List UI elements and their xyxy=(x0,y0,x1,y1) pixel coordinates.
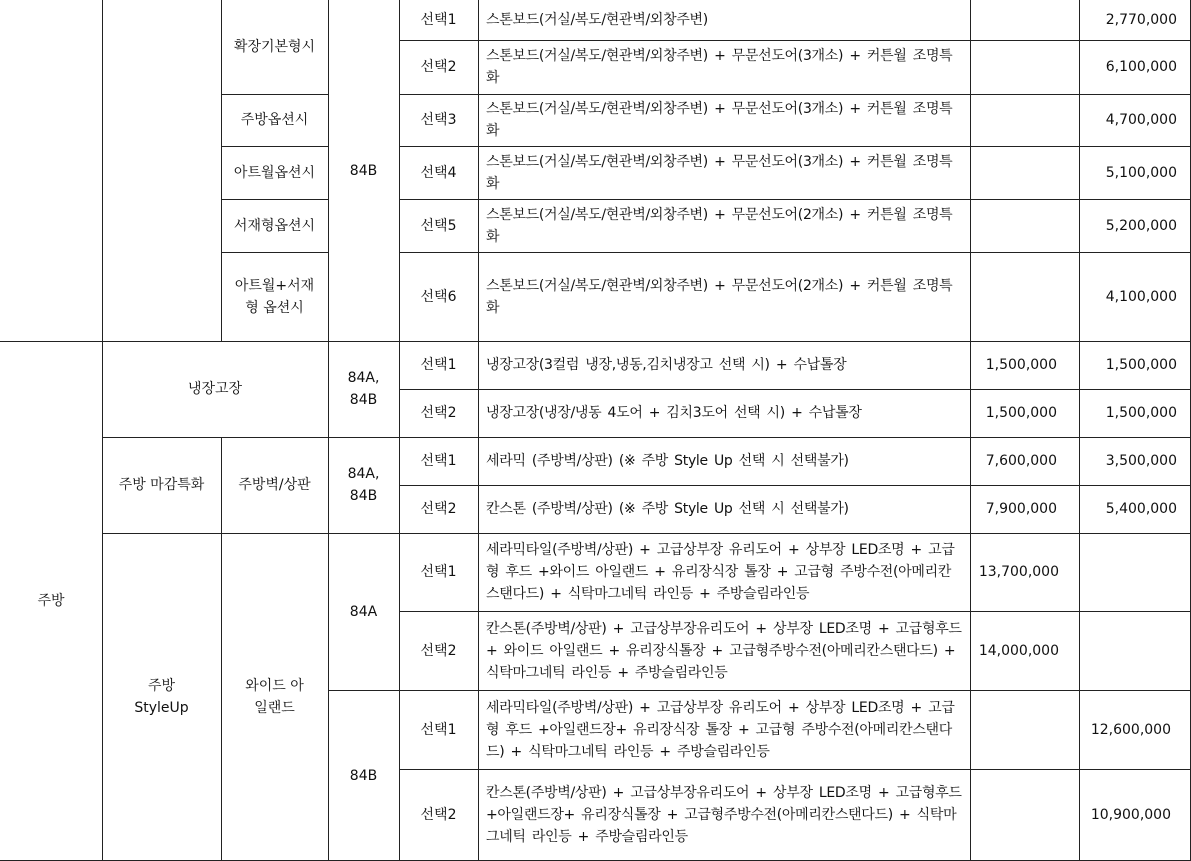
grid-line xyxy=(399,611,1191,612)
grid-line xyxy=(0,341,1191,342)
price-b: 2,770,000 xyxy=(1105,12,1177,28)
grid-line xyxy=(102,437,1191,438)
price-a xyxy=(970,769,1079,861)
option-description: 스톤보드(거실/복도/현관벽/외창주변) + 무문선도어(3개소) + 커튼월 조명특화 xyxy=(486,101,953,139)
option-label: 선택1 xyxy=(420,564,457,580)
option-label: 선택2 xyxy=(420,642,457,659)
option-label: 선택2 xyxy=(420,501,457,517)
price-a xyxy=(970,199,1079,252)
option-description: 스톤보드(거실/복도/현관벽/외창주변) + 무문선도어(2개소) + 커튼월 조명특화 xyxy=(486,277,953,316)
option-description: 스톤보드(거실/복도/현관벽/외창주변) xyxy=(486,12,708,28)
group-label: 확장기본형시 xyxy=(233,39,316,55)
option-label: 선택1 xyxy=(420,12,457,28)
price-b: 5,100,000 xyxy=(1105,164,1177,181)
kitchen-styleup-label: 주방 StyleUp xyxy=(134,678,189,716)
unit-type-label: 84A, 84B xyxy=(347,466,380,504)
option-description: 냉장고장(냉장/냉동 4도어 + 김치3도어 선택 시) + 수납톨장 xyxy=(486,405,862,421)
grid-line xyxy=(970,0,971,861)
price-b xyxy=(1079,533,1191,611)
option-description: 세라믹타일(주방벽/상판) + 고급상부장 유리도어 + 상부장 LED조명 + 고급형 후드 +와이드 아일랜드 + 유리장식장 톨장 + 고급형 주방수전(아메리칸스탠다드) + 식탁마그네틱 라인등 + 주방슬림라인등 xyxy=(486,542,955,602)
price-a: 1,500,000 xyxy=(985,405,1057,421)
group-label: 아트월+서재형 옵션시 xyxy=(234,277,315,316)
grid-line xyxy=(478,0,479,861)
price-a: 1,500,000 xyxy=(985,357,1057,373)
grid-line xyxy=(399,485,1191,486)
group-label: 주방옵션시 xyxy=(240,112,309,128)
option-description: 세라믹 (주방벽/상판) (※ 주방 Style Up 선택 시 선택불가) xyxy=(486,453,849,469)
option-label: 선택1 xyxy=(420,721,457,738)
price-b xyxy=(1079,611,1191,690)
unit-type-label: 84B xyxy=(349,767,378,784)
grid-line xyxy=(399,199,1191,200)
price-a: 13,700,000 xyxy=(978,564,1059,580)
grid-line xyxy=(399,769,1191,770)
price-b: 5,400,000 xyxy=(1105,501,1177,517)
price-a: 14,000,000 xyxy=(978,642,1059,659)
option-label: 선택4 xyxy=(420,164,457,181)
option-label: 선택3 xyxy=(420,112,457,128)
group-label: 서재형옵션시 xyxy=(233,217,316,234)
grid-line xyxy=(399,0,400,861)
grid-line xyxy=(1079,0,1080,861)
option-label: 선택2 xyxy=(420,59,457,75)
price-a: 7,900,000 xyxy=(985,501,1057,517)
grid-line xyxy=(102,533,1191,534)
option-label: 선택2 xyxy=(420,405,457,421)
kitchen-wall-top-label: 주방벽/상판 xyxy=(238,477,311,493)
option-description: 칸스톤 (주방벽/상판) (※ 주방 Style Up 선택 시 선택불가) xyxy=(486,501,849,517)
price-b: 1,500,000 xyxy=(1105,405,1177,421)
grid-line xyxy=(221,146,328,147)
price-b: 6,100,000 xyxy=(1105,59,1177,75)
price-b: 4,100,000 xyxy=(1105,288,1177,305)
option-description: 스톤보드(거실/복도/현관벽/외창주변) + 무문선도어(2개소) + 커튼월 조명특화 xyxy=(486,206,953,245)
option-description: 스톤보드(거실/복도/현관벽/외창주변) + 무문선도어(3개소) + 커튼월 조명특화 xyxy=(486,153,953,192)
grid-line xyxy=(399,389,1191,390)
price-a xyxy=(970,690,1079,769)
price-a xyxy=(970,0,1079,40)
top-block-blank-cell xyxy=(102,0,221,341)
grid-line xyxy=(328,0,329,861)
option-label: 선택6 xyxy=(420,288,457,305)
price-b: 1,500,000 xyxy=(1105,357,1177,373)
option-label: 선택1 xyxy=(420,357,457,373)
price-a: 7,600,000 xyxy=(985,453,1057,469)
category-cell-kitchen: 주방 xyxy=(37,593,65,609)
option-description: 세라믹타일(주방벽/상판) + 고급상부장 유리도어 + 상부장 LED조명 + 고급형 후드 +아일랜드장+ 유리장식장 톨장 + 고급형 주방수전(아메리칸스탠다드) + 식탁마그네틱 라인등 + 주방슬림라인등 xyxy=(486,699,955,760)
option-description: 냉장고장(3컬럼 냉장,냉동,김치냉장고 선택 시) + 수납톨장 xyxy=(486,357,847,373)
price-b: 4,700,000 xyxy=(1105,112,1177,128)
grid-line xyxy=(399,94,1191,95)
option-label: 선택5 xyxy=(420,217,457,234)
price-b: 5,200,000 xyxy=(1105,217,1177,234)
kitchen-finish-label: 주방 마감특화 xyxy=(118,477,205,493)
option-label: 선택1 xyxy=(420,453,457,469)
price-b: 10,900,000 xyxy=(1090,807,1171,823)
grid-line xyxy=(221,0,222,341)
grid-line xyxy=(328,690,1191,691)
grid-line xyxy=(102,0,103,861)
unit-type-label: 84B xyxy=(349,162,378,179)
option-label: 선택2 xyxy=(420,807,457,823)
grid-line xyxy=(221,94,328,95)
group-label: 아트월옵션시 xyxy=(233,164,316,181)
price-b: 12,600,000 xyxy=(1090,721,1171,738)
grid-line xyxy=(399,40,1191,41)
grid-line xyxy=(399,146,1191,147)
wide-island-label: 와이드 아일랜드 xyxy=(245,678,304,716)
option-description: 칸스톤(주방벽/상판) + 고급상부장유리도어 + 상부장 LED조명 + 고급형후드 +아일랜드장+ 유리장식톨장 + 고급형주방수전(아메리칸스탠다드) + 식탁마그네틱 라인등 + 주방슬림라인등 xyxy=(486,785,962,845)
price-a xyxy=(970,40,1079,94)
price-b: 3,500,000 xyxy=(1105,453,1177,469)
grid-line xyxy=(221,437,222,861)
grid-line xyxy=(221,252,328,253)
price-a xyxy=(970,252,1079,341)
price-a xyxy=(970,146,1079,199)
unit-type-label: 84A xyxy=(349,603,378,620)
unit-type-label: 84A, 84B xyxy=(347,370,380,408)
category-cell-top xyxy=(0,0,102,341)
fridge-cabinet-label: 냉장고장 xyxy=(187,381,243,397)
grid-line xyxy=(221,199,328,200)
option-description: 칸스톤(주방벽/상판) + 고급상부장유리도어 + 상부장 LED조명 + 고급형후드 + 와이드 아일랜드 + 유리장식톨장 + 고급형주방수전(아메리칸스탠다드) + 식탁마그네틱 라인등 + 주방슬림라인등 xyxy=(486,620,962,681)
option-description: 스톤보드(거실/복도/현관벽/외창주변) + 무문선도어(3개소) + 커튼월 조명특화 xyxy=(486,48,953,86)
price-a xyxy=(970,94,1079,146)
grid-line xyxy=(399,252,1191,253)
